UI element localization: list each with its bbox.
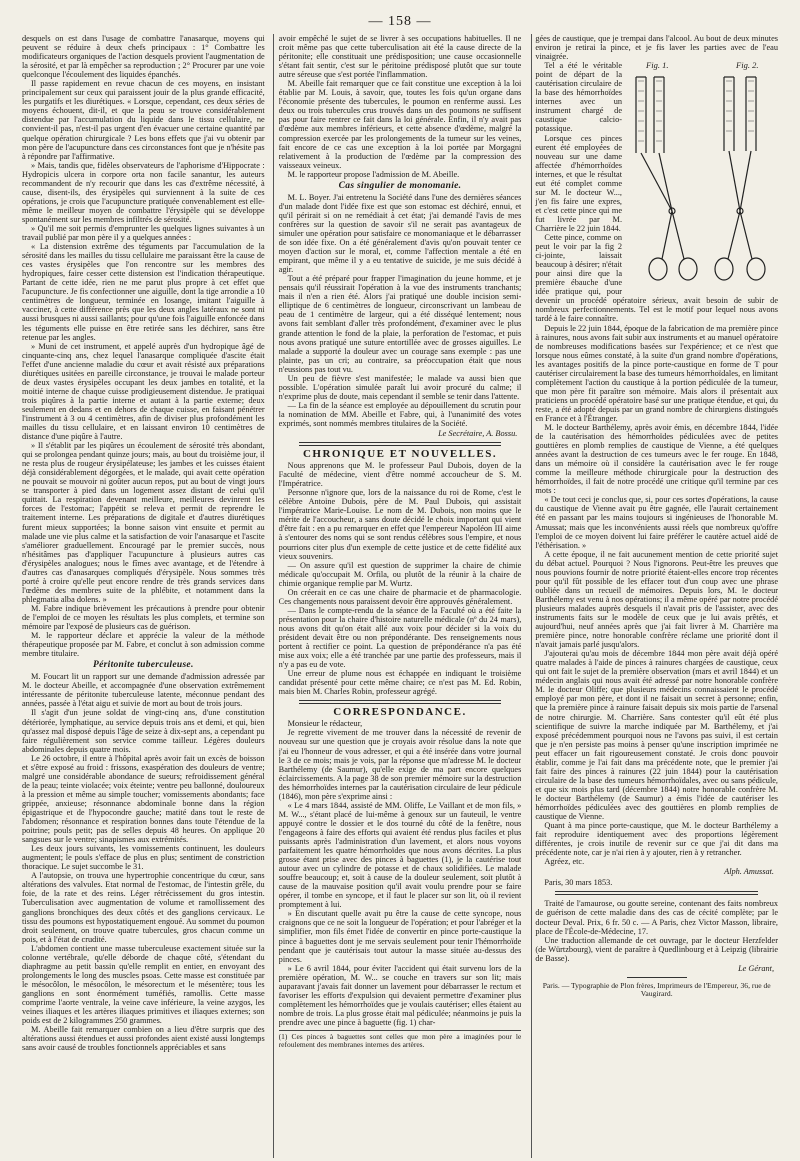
paragraph: Nous apprenons que M. le professeur Paul Dubois, doyen de la Faculté de médecine, vient d'être nommé accoucheur de S. M. l'Impératrice. [278,461,522,489]
paragraph: M. Abeille fait remarquer que ce fait constitue une exception à la loi établie par M. Louis, à savoir, que, toutes les fois qu'un organe dans l'économie présente des tubercules, le poumon en renferme aussi. Les deux ou trois tubercules crus trouvés dans un des poumons ne suffisent pas pour faire rentrer ce fait dans la loi générale. Enfin, il n'y avait pas d'œdème aux membres inférieurs, et cette absence d'œdème, malgré la compression exercée par les prolongements de la tumeur sur les veines, fait encore de ce cas une exception à la loi portée par Morgagni relativement à la production de l'œdème par la compression des vaisseaux veineux. [278,79,522,170]
paragraph: M. Abeille fait remarquer combien on a lieu d'être surpris que des altérations aussi étendues et aussi profondes aient existé aussi longtemps sans avoir causé de troubles fonctionnels appréciables et sans [22,1025,265,1053]
column-rule [531,34,532,1158]
paragraph: M. Fabre indique brièvement les précautions à prendre pour obtenir de l'emploi de ce moyen les résultats les plus complets, et termine son mémoire par l'exposé de plusieurs cas de guérison. [22,603,265,632]
gerant-label: Le Gérant, [738,963,775,973]
section-heading: Cas singulier de monomanie. [338,180,462,191]
divider [299,700,502,704]
paragraph: — Dans le compte-rendu de la séance de la Faculté où a été faite la présentation pour la chaire d'histoire naturelle médicale (nº du 24 mars), nous avons dit qu'on était allé aux voix pour décider si la voix du président devait être ou non prépondérante. Des renseignements nous portent à rectifier ce point. La question de prépondérance n'a pas été mise aux voix; elle a été tranchée par une partie des professeurs, mais il n'y a pas eu de vote. [278,605,522,670]
paragraph: Il s'agit d'un jeune soldat de vingt-cinq ans, d'une constitution détériorée, lymphatique, au service depuis trois ans et demi, et qui, bien qu'assez mal disposé depuis l'âge de seize à dix-sept ans, a cependant pu faire régulièrement son service comme tailleur. Légères douleurs abdominales depuis quatre mois. [22,708,265,754]
dateline: Paris, 30 mars 1853. [544,878,613,888]
paragraph: Une erreur de plume nous est échappée en indiquant le troisième candidat présenté pour cette même chaire; ce n'est pas M. Ed. Robin, mais bien M. Charles Robin, professeur agrégé. [278,669,522,697]
forceps-illustration [628,61,778,287]
paragraph: Tel a été le véritable point de départ de la cautérisation circulaire de la base des hémorrhoïdes internes avec un instrument chargé de caustique calcio-potassique. [535,61,623,134]
column-right [535,34,778,1158]
divider [627,977,687,978]
paragraph: Les deux jours suivants, les vomissements continuent, les douleurs augmentent; le pouls s'efface de plus en plus; sentiment de constriction thoracique. Le sujet succombe le 31. [22,844,265,872]
paragraph: — On assure qu'il est question de supprimer la chaire de chimie médicale qu'occupait M. Orfila, ou plutôt de la réunir à la chaire de chimie organique remplie par M. Wurtz. [278,560,522,588]
paragraph: A cette époque, il ne fait aucunement mention de cette priorité sujet du débat actuel. Pourquoi ? Nous l'ignorons. Peut-être les preuves que nous pouvions fournir de notre priorité étaient-elles encore trop récentes pour qu'il fût possible de les effacer tout d'un coup avec une phrase oubliée dans un recueil de mémoires. Depuis lors, M. le docteur Barthélemy est venu à nos opérations; il a même opéré par notre procédé plusieurs malades auprès desquels il n'avait pris de l'assister, avec des instruments faits sur le modèle de ceux que je lui avais prêtés, et aujourd'hui, neuf années après que j'ai fait livrer à M. Charrière ma première pince, notre honorable confrère réclame une priorité dont il n'avait jamais parlé jusqu'alors. [535,549,779,650]
divider [555,891,758,895]
page-number: — 158 — [368,14,432,29]
paragraph: » En discutant quelle avait pu être la cause de cette syncope, nous craignons que ce ne soit la longueur de l'opération; et pour l'abréger et la simplifier, mon fils émet l'idée de convertir en pince porte-caustique la pince à baguettes dont je me servais seulement pour tenir l'hémorrhoïde pendant que je cautérisais tout autour la masse située au-dessus des pinces. [278,909,522,964]
paragraph: Monsieur le rédacteur, [287,719,363,729]
paragraph: Tout a été préparé pour frapper l'imagination du jeune homme, et je pensais qu'il réussirait l'opération à la vue des instruments tranchants; mais il n'en a rien été. Alors j'ai pratiqué une double incision semi-elliptique de 6 centimètres de longueur, circonscrivant un lambeau de peau de 1 centimètre de largeur, qui a été disséqué lentement; nous avons fait semblant d'aller très profondément, d'examiner avec le plus grande attention le fond de la plaie, la perforation de l'estomac, et puis nous avons pratiqué une suture entortillée avec de grosses aiguilles. Le malade a supporté la douleur avec un courage sans exemple : pas une plainte, pas un cri; au contraire, sa préoccupation était que nous n'eussions pas tout vu. [278,274,522,374]
paragraph: » Le 6 avril 1844, pour éviter l'accident qui était survenu lors de la première opération, M. W... se couche en travers sur son lit; mais auparavant j'avais fait donner un lavement pour débarrasser le rectum et favoriser les efforts d'expulsion qui devaient permettre d'examiner plus complètement les hémorrhoïdes que je voulais cautériser; elles étaient au nombre de trois. La plus grosse était mal pédiculée; néanmoins je puis la prendre avec une pince à baguette (fig. 1) char- [278,963,522,1027]
section-heading: CORRESPONDANCE. [333,706,467,719]
paragraph: Traité de l'amaurose, ou goutte sereine, contenant des faits nombreux de guérison de cette maladie dans des cas de cécité complète; par le docteur Deval. Prix, 6 fr. 50 c. — A Paris, chez Victor Masson, libraire, place de l'École-de-Médecine, 17. [535,899,779,936]
paragraph: « De tout ceci je conclus que, si, pour ces sortes d'opérations, la cause du caustique de Vienne avait pu être gagnée, elle l'aurait certainement été en passant par les mains toujours si ingénieuses de l'honorable M. Amussat; mais que les inconvénients aussi réels que nombreux qu'offre l'emploi de ce moyen doivent lui faire préférer le cautère actuel aidé de l'éthérisation. » [535,495,779,550]
column-rule [273,34,274,1158]
paragraph: M. le docteur Barthélemy, après avoir émis, en décembre 1844, l'idée de la cautérisation des hémorrhoïdes pédiculées avec de petites gouttières en plomb remplies de caustique de Vienne, a été quelques années avant la destruction de ces tumeurs avec le fer rouge. En 1848, dans un mémoire où il considère la cautérisation avec le fer rouge comme la meilleure méthode chirurgicale pour la destruction des hémorrhoïdes, il fait de notre procédé une critique qu'il termine par ces mots : [535,423,779,496]
paragraph: » Il s'établit par les piqûres un écoulement de sérosité très abondant, qui se prolongea pendant quinze jours; mais, au bout du troisième jour, il ne resta plus de rougeur érysipélateuse; les jambes et les cuisses étaient déjà considérablement dégorgées, et le malade, qui avait cette opération ne pouvait se mouvoir ni goûter aucun repos, put au bout de vingt jours se transporter à pied dans un logement assez distant de celui qu'il quittait. La respiration devenant meilleure, meilleures devinrent les forces de l'estomac; l'appétit se releva et permit de reprendre le traitement interne. Les préparations de digitale et d'autres diurétiques furent mieux supportées; la bonne saison vint ensuite et permit au malade une vie plus calme et la satisfaction de voir l'anasarque et l'ascite s'améliorer graduellement. Encouragé par le premier succès, nous n'hésitâmes pas d'appliquer l'acupuncture à plusieurs autres cas d'érysipèles analogues; nous le fîmes avec avantage, et de l'étendre à d'autres cas d'anasarques compliqués d'érysipèle. Nous sommes très porté à croire qu'elle peut encore rendre de très grands services dans l'œdème des membres suite de la phlébite, et notamment dans la phlegmatia alba dolens. » [22,441,265,604]
paragraph: L'abdomen contient une masse tuberculeuse exactement située sur la colonne vertébrale, qu'elle déborde de chaque côté, s'étendant du diaphragme au petit bassin qu'elle remplit en entier, en envoyant des prolongements le long des muscles psoas. Cette masse est constituée par le mésocôlon, le mésocôlon, le mésorectum et le mésentère; tous les ganglions en sont énormément tuméfiés, ramollis. Cette masse comprime l'aorte ventrale, la veine cave inférieure, la veine azygos, les veines iliaques et les artères iliaques primitives et iliaques externes; son poids est de 2 kilogrammes 250 grammes. [22,943,265,1026]
paragraph: — La fin de la séance est employée au dépouillement du scrutin pour la nomination de MM. Abeille et Fabre, qui, à l'unanimité des votes exprimés, sont nommés membres titulaires de la Société. [278,400,522,428]
printer-line: Paris. — Typographie de Plon frères, Imprimeurs de l'Empereur, 36, rue de Vaugirard. [542,980,771,999]
paragraph: desquels on est dans l'usage de combattre l'anasarque, moyens qui peuvent se réduire à deux chefs principaux : 1° Combattre les modificateurs organiques de l'action desquels provient l'augmentation de la sérosité, et par là empêcher sa reproduction ; 2° Procurer par une voie quelconque l'écoulement des liquides épanchés. [22,34,265,80]
footnote: (1) Ces pinces à baguettes sont celles que mon père a imaginées pour le refoulement des membranes internes des artères. [278,1031,522,1049]
columns [22,34,778,1158]
section-heading: CHRONIQUE ET NOUVELLES. [302,448,498,461]
paragraph: Quant à ma pince porte-caustique, que M. le docteur Barthélemy a fait reproduire identiquement avec des proportions légèrement différentes, je crois inutile de revenir sur ce que j'ai dit dans ma précédente note, car je n'ai rien à y ajouter, rien à y retrancher. [535,821,779,858]
figure-forceps [628,61,778,287]
signature: Alph. Amussat. [724,867,775,877]
section-heading: Péritonite tuberculeuse. [93,660,194,671]
column-middle [279,34,522,1158]
paragraph: Cette pince, comme on peut le voir par la fig 2 ci-jointe, laissait beaucoup à désirer; n'était pour ainsi dire que la première ébauche d'une idée pratique qui, pour devenir un procédé opératoire sérieux, avait besoin de subir de nombreux perfectionnements. Tel est le motif pour lequel nous avons tardé à le faire connaître. [535,233,779,324]
paragraph: Personne n'ignore que, lors de la naissance du roi de Rome, c'est le célèbre Antoine Dubois, père de M. Paul Dubois, qui assistait l'impératrice Marie-Louise. Le nom de M. Dubois, non moins que le mérite de l'accoucheur, a sans doute décidé le choix important qui vient d'être fait : en a pu remarquer en effet que l'empereur Napoléon III aime à s'entourer des noms qui se sont rendus célèbres sous l'empire, et nous pourrions citer plus d'un exemple de cette justice et de cette fidélité aux vieux souvenirs. [278,488,522,561]
paragraph: Je regrette vivement de me trouver dans la nécessité de revenir de nouveau sur une question que je croyais avoir résolue dans la note que j'ai eu l'honneur de vous adresser, et qui a été insérée dans votre journal le 3 de ce mois; mais je vois, par la réponse que m'adresse M. le docteur Barthélemy (de Saumur), qu'elle exige de ma part encore quelques éclaircissements. A la page 38 de son premier mémoire sur la destruction des hémorrhoïdes internes par la cautérisation circulaire de leur pédicule (1846), mon père s'exprime ainsi : [278,728,522,801]
figure-label: Fig. 2. [736,60,759,71]
paragraph: On créerait en ce cas une chaire de pharmacie et de pharmacologie. Ces changements nous paraissent devoir être approuvés généralement. [278,587,522,606]
paragraph: Depuis le 22 juin 1844, époque de la fabrication de ma première pince à rainures, nous avons fait subir aux instruments et au manuel opératoire de nombreuses modifications basées sur l'expérience; et ce n'est que lorsque nous eûmes constaté, à la suite d'un grand nombre d'opérations, les avantages positifs de la pince porte-caustique en forme de T pour cautériser circulairement la base des tumeurs hémorrhoïdales, en limitant complètement l'action du caustique à la portion pédiculée de la tumeur, que mon père fit paraître son mémoire. Mais alors il présentait aux praticiens un procédé opératoire basé sur une pratique étendue, et qui, du reste, a été adopté depuis par un grand nombre de chirurgiens distingués en France et à l'Étranger. [535,323,779,423]
paragraph: Agréez, etc. [544,857,585,867]
paragraph: » Qu'il me soit permis d'emprunter les quelques lignes suivantes à un travail publié par mon père il y a quelques années : [22,223,265,243]
paragraph: » Mais, tandis que, fidèles observateurs de l'aphorisme d'Hippocrate : Hydropicis ulcera in corpore orta non facile sanantur, les auteurs recommandent de n'y recourir que dans les cas d'extrême nécessité, à cause, disent-ils, des érysipèles qui surviennent à la suite de ces opérations, je crois que l'acupuncture pratiquée convenablement est elle-même le meilleur moyen de combattre l'érysipèle qui se développe spontanément sur les membres infiltrés de sérosité. [22,160,265,224]
divider [299,442,502,446]
paragraph: « Le 4 mars 1844, assisté de MM. Oliffe, Le Vaillant et de mon fils, » M. W..., s'étant placé de lui-même à genoux sur un fauteuil, le ventre appuyé contre le dossier et le dos tourné du côté de la fenêtre, nous l'engageons à faire des efforts qui avaient été rendus plus faciles et plus puissants après l'administration d'un lavement, et alors nous voyons parfaitement les quatre hémorrhoïdes que nous avons décrites. La plus grosse étant prise avec des pinces à baguettes (1), je la cautérise tout autour avec un cylindre de potasse et de chaux solidifiées. Le malade souffre beaucoup; et, soit à cause de la douleur seulement, soit plutôt à cause de la mauvaise position qu'il avait voulu prendre pour se faire opérer, il tombe en syncope, et il faut le placer sur son lit, où il revient promptement à lui. [278,800,522,910]
signature: Le Secrétaire, A. Bossu. [438,429,518,439]
paragraph: Une traduction allemande de cet ouvrage, par le docteur Herzfelder (de Würtzbourg), vient de paraître à Quedlinbourg et à Leipzig (librairie de Basse). [535,935,779,963]
paragraph: « La distension extrême des téguments par l'accumulation de la sérosité dans les mailles du tissu cellulaire me paraissant être la cause de ces vastes érysipèles que l'on rencontre sur les membres des hydropiques, faire cesser cette distension est l'indication thérapeutique. Partant de cette idée, rien ne me parut plus propre à cet effet que l'acupuncture. Je fis confectionner une aiguille, dont la tige arrondie a 10 centimètres de longueur, terminée en losange, imitant l'aiguille à vacciner, à cette différence près que les deux angles latéraux ne sont ni aussi brusques ni aussi saillants; pour qu'une fois l'aiguille enfoncée dans les téguments elle puisse en être retirée sans les déchirer, sans être retenue par les angles. [22,242,265,342]
paragraph: A l'autopsie, on trouva une hypertrophie concentrique du cœur, sans altérations des valvules. Etat normal de l'estomac, de l'intestin grêle, du foie, de la rate et des reins. Léger rétrécissement du gros intestin. Tuberculisation avec augmentation de volume et ramollissement des ganglions bronchiques des deux côtés et des ganglions cervicaux. Le tissu des poumons est hypostatiquement engoué. Au sommet du poumon droit seulement, on trouve quatre tubercules, gros chacun comme un pois, et à l'état de crudité. [22,871,265,944]
paragraph: Lorsque ces pinces eurent été employées de nouveau sur une dame affectée d'hémorrhoïdes internes, et que le résultat eut été complet comme sur M. le docteur W..., j'en fis faire une expres, et c'est cette pince qui me fut livrée par M. Charrière le 22 juin 1844. [535,133,623,233]
paragraph: gées de caustique, que je trempai dans l'alcool. Au bout de deux minutes environ je retirai la pince, et je fis laver les parties avec de l'eau vinaigrée. [535,34,779,62]
paragraph: J'ajouterai qu'au mois de décembre 1844 mon père avait déjà opéré quatre malades à l'aide de pinces à rainures chargées de caustique, ceux qui ont fait le sujet de la première observation (mars et avril 1844) et un médecin anglais qui nous avait été adressé par notre honorable confrère M. le docteur Oliffe; que plusieurs médecins connaissaient le procédé employé par mon père, et dont il ne faisait un secret à personne; enfin, que la première pince à rainure faisait depuis six mois partie de l'arsenal de notre chirurgie. M. Charrière. Sans contester qu'il eût été plus scientifique de suivre la marche indiquée par M. Barthélemy, et j'ai exposé précédemment pourquoi nous ne l'avons pas suivi, il est certain que je n'en persiste pas moins à penser qu'une inscription imprimée ne peut effacer un fait rigoureusement constaté. Je crois donc pouvoir établir, comme je l'ai fait dans ma précédente note, que le premier j'ai fait faire des pinces à rainures (22 juin 1844) pour la cautérisation circulaire de la base des tumeurs hémorrhoïdales, avec ou sans pédicule, et que six mois plus tard (décembre 1844) notre honorable confrère M. le docteur Barthélemy (de Saumur) a émis l'idée de cautériser les hémorrhoïdes pédiculées avec des gouttières en plomb remplies de caustique de Vienne. [535,649,779,822]
paragraph: M. Foucart lit un rapport sur une demande d'admission adressée par M. le docteur Abeille, et accompagnée d'une observation extrêmement intéressante de péritonite tuberculeuse latente, méconnue pendant des années, passée à l'état aigu et suivie de mort au bout de trois jours. [22,672,265,709]
paragraph: avoir empêché le sujet de se livrer à ses occupations habituelles. Il ne croit même pas que cette tuberculisation ait été la cause directe de la péritonite; elle constituait une prédisposition; une cause occasionnelle s'étant fait sentir, c'est sur le péritoine prédisposé plutôt que sur toute autre séreuse que s'est portée l'inflammation. [278,34,522,80]
paragraph: M. le rapporteur propose l'admission de M. Abeille. [287,169,460,179]
paragraph: » Muni de cet instrument, et appelé auprès d'un hydropique âgé de cinquante-cinq ans, chez lequel l'anasarque compliquée d'ascite était l'effet d'une ancienne maladie du cœur et avait résisté aux préparations diurétiques usitées en pareille circonstance, je trouvai le malade porteur de deux vastes érysipèles occupant les deux jambes en totalité, et la moitié interne de chaque cuisse prodigieusement distendue. Je pratiquai trois piqûres à la partie interne et autant à la partie externe; deux seulement en dedans et en dehors de chaque cuisse, en faisant pénétrer l'instrument à 3 ou 4 centimètres, afin de diviser plus profondément les mailles du tissu cellulaire, et en laissant environ 10 centimètres de distance d'une piqûre à l'autre. [22,341,265,442]
paragraph: Il passe rapidement en revue chacun de ces moyens, en insistant principalement sur ceux qui paraissent jouir de la plus grande efficacité, les purgatifs et les diurétiques. « Lorsque, cependant, ces deux séries de moyens échouent, dit-il, et que la peau se trouve considérablement distendue par l'accumulation du liquide dans le tissu cellulaire, ne convient-il pas, n'est-il pas urgent d'en évacuer une certaine quantité par quelque opération chirurgicale ? Les bons effets que j'ai vu obtenir par mon père de l'acupuncture dans ces circonstances font que je n'hésite pas à répondre par l'affirmative. [22,79,265,161]
column-left [22,34,265,1158]
paragraph: Le 26 octobre, il entre à l'hôpital après avoir fait un excès de boisson et s'être exposé au froid : frissons, exaspération des douleurs de ventre; malgré une considérable abondance de sueurs; refroidissement général de la peau; teinte violacée; voix éteinte; ventre peu ballonné, douloureux à la pression et même au simple toucher; vomissements abondants; face grippée, anxieuse; résonnance abdominale bonne dans la région épigastrique et de l'hypocondre gauche; matité dans tout le reste de l'abdomen; résonnance et respiration bonnes dans toute l'étendue de la poitrine; pouls petit; pas de selles depuis 48 heures. On applique 20 sangsues sur le ventre; sinapismes aux extrémités. [22,753,265,845]
paragraph: M. le rapporteur déclare et apprécie la valeur de la méthode thérapeutique proposée par M. Fabre, et conclut à son admission comme membre titulaire. [22,631,265,659]
figure-label: Fig. 1. [646,60,669,71]
paragraph: M. L. Boyer. J'ai entretenu la Société dans l'une des dernières séances d'un malade dont l'idée fixe est que son estomac est déchiré, ennui, et qu'il périrait si on ne remédiait à cet état; j'ai demandé l'avis de mes confrères sur la question de savoir s'il ne serait pas avantageux de simuler une opération pour satisfaire ce monomaniaque et le débarrasser de son idée fixe. On a été généralement d'avis qu'on pouvait tenter ce moyen d'action sur le moral, et, comme l'affection mentale a été en empirant, que même il y a eu tentative de suicide, je me suis décidé à agir. [278,192,522,275]
paragraph: Un peu de fièvre s'est manifestée; le malade va aussi bien que possible. L'opération simulée paraît lui avoir procuré du calme; il n'exprime plus de doute, mais cependant il semble se tenir dans l'attente. [278,373,522,401]
